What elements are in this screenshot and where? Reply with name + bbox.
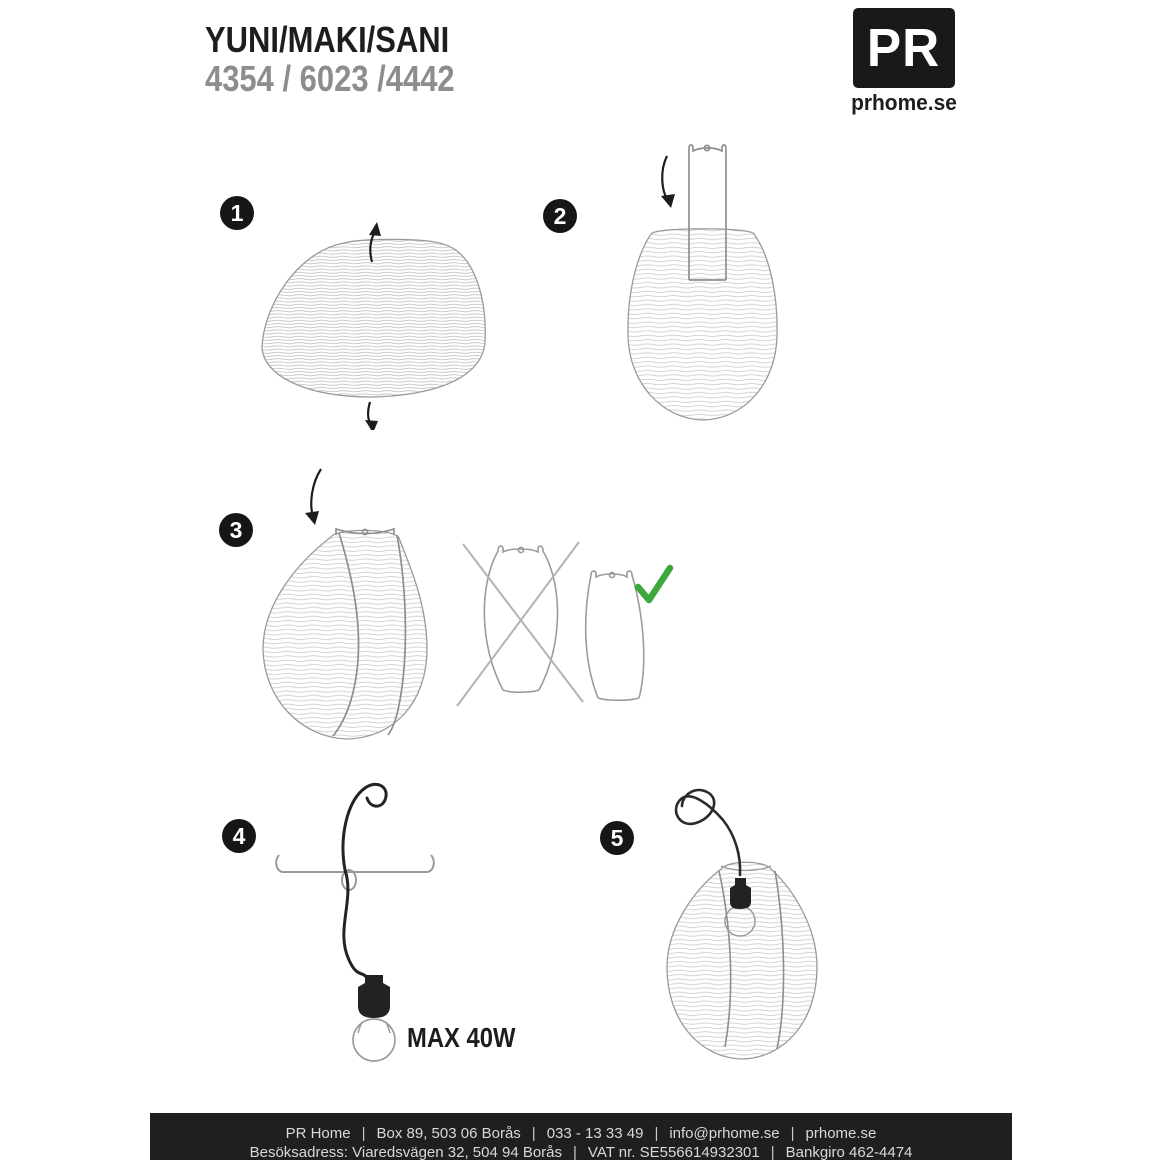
arrow-down-icon — [305, 469, 321, 525]
footer-email: info@prhome.se — [669, 1125, 780, 1142]
step-2-badge — [543, 199, 577, 233]
product-codes: 4354 / 6023 /4442 — [205, 58, 455, 99]
lamp-socket — [358, 975, 390, 1018]
separator: | — [573, 1144, 577, 1160]
green-checkmark-icon — [638, 568, 670, 600]
gray-x-cross-icon — [457, 542, 583, 706]
shade-outline — [628, 229, 777, 420]
footer-address: Box 89, 503 06 Borås — [376, 1125, 521, 1142]
separator: | — [654, 1125, 659, 1142]
step-5-number: 5 — [610, 824, 624, 851]
separator: | — [770, 1144, 775, 1160]
insert-frame-sleeve-figure — [615, 140, 790, 425]
arrow-down-icon — [661, 156, 675, 208]
frame-crossbar — [276, 855, 434, 890]
separator: | — [790, 1125, 795, 1142]
step-4-badge — [222, 819, 256, 853]
flattened-shade-outline — [262, 239, 485, 397]
separator: | — [361, 1125, 366, 1142]
step-4-number: 4 — [232, 822, 246, 849]
cord-hook — [343, 784, 386, 978]
step-1-number: 1 — [230, 199, 244, 226]
pr-logo-icon — [853, 8, 955, 88]
assembled-pendant-lantern-figure — [595, 775, 830, 1075]
separator: | — [531, 1125, 536, 1142]
shade-outline — [263, 530, 427, 739]
footer-visit-line — [150, 1143, 1012, 1160]
frame-inserted-into-shade-figure — [255, 465, 435, 745]
flattened-shade-expand-arrows-figure — [250, 220, 500, 430]
logo-letters: PR — [867, 18, 941, 78]
max-wattage-label: MAX 40W — [407, 1022, 516, 1053]
wrong-vs-right-frame-comparison — [455, 530, 680, 715]
page-title: YUNI/MAKI/SANI — [205, 19, 450, 60]
footer-bankgiro: Bankgiro 462-4474 — [785, 1144, 913, 1160]
brand-website: prhome.se — [851, 90, 957, 115]
footer-vat: VAT nr. SE556614932301 — [587, 1144, 760, 1160]
footer-visit-address: Besöksadress: Viaredsvägen 32, 504 94 Borås — [249, 1144, 563, 1160]
correct-curved-frame — [586, 571, 644, 700]
footer-website: prhome.se — [805, 1125, 877, 1142]
footer-contact-line — [150, 1124, 1012, 1143]
arrow-down-icon — [365, 402, 378, 430]
footer-company: PR Home — [285, 1125, 351, 1142]
light-bulb — [353, 1019, 395, 1061]
footer-phone: 033 - 13 33 49 — [546, 1125, 644, 1142]
power-cord-loop — [676, 790, 740, 875]
step-3-badge — [219, 513, 253, 547]
step-1-badge — [220, 196, 254, 230]
step-2-number: 2 — [553, 202, 567, 229]
footer-bar — [150, 1113, 1012, 1160]
step-3-number: 3 — [229, 516, 243, 543]
